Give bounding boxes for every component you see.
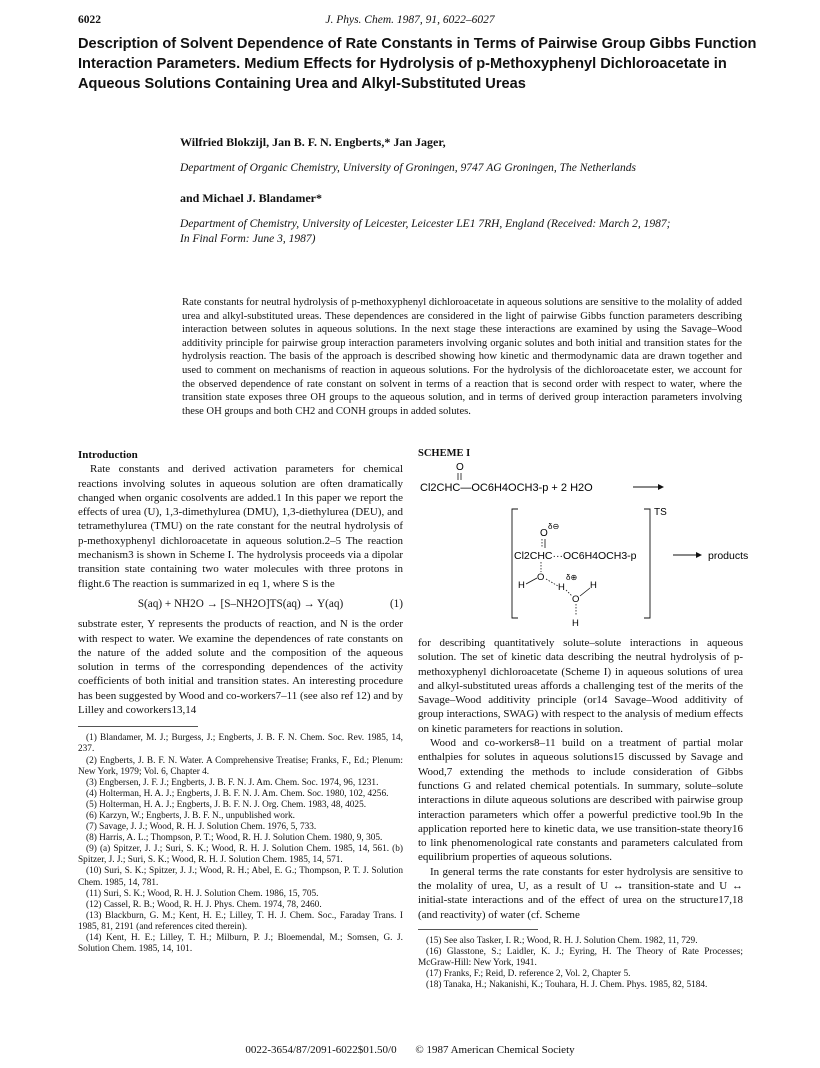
footer-copyright: © 1987 American Chemical Society <box>415 1044 575 1056</box>
reference-item: (15) See also Tasker, I. R.; Wood, R. H. J. Solution Chem. 1982, 11, 729. <box>426 935 698 946</box>
reference-item: (11) Suri, S. K.; Wood, R. H. J. Solution Chem. 1986, 15, 705. <box>86 888 319 899</box>
section-heading-introduction: Introduction <box>78 449 138 461</box>
abstract: Rate constants for neutral hydrolysis of p-methoxyphenyl dichloroacetate in aqueous solutions are sensitive to the molality of added urea and alkyl-substituted ureas. These dependences are considered in the light of pairwise Gibbs function parameters describing interaction between solutes in aqueous solutions. In the next stage these interactions are examined by using the Savage–Wood additivity principle for pairwise group interaction parameters involving organic solutes and both initial and transition states for the hydrolysis reaction. The basis of the approach is described showing how kinetic and thermodynamic data are drawn together and used to comment on mechanisms of reaction in aqueous solutions. For the hydrolysis of the dichloroacetate ester, we account for the observed dependence of rate constant on solvent in terms of a reaction that is second order with respect to water, where the transition state exposes three OH groups to the aqueous solution, and in terms of derived group interaction parameters involving these OH groups and both CH2 and CONH groups in added solutes. <box>182 297 742 417</box>
scheme-h-middle: H <box>558 582 565 593</box>
equation-1 <box>78 597 403 611</box>
authors-line-2: and Michael J. Blandamer* <box>180 191 323 205</box>
scheme-ts-o: O <box>540 528 548 539</box>
reference-item: (13) Blackburn, G. M.; Kent, H. E.; Lilley, T. H. J. Chem. Soc., Faraday Trans. I 1985, 81, 2191 (and references cited therein). <box>78 910 403 932</box>
scheme-ts-line: Cl2CHC···OC6H4OCH3-p <box>514 550 637 562</box>
reference-item: (3) Engbersen, J. F. J.; Engberts, J. B. F. N. J. Am. Chem. Soc. 1974, 96, 1231. <box>86 777 379 788</box>
reference-item: (8) Harris, A. L.; Thompson, P. T.; Wood, R. H. J. Solution Chem. 1980, 9, 305. <box>86 833 383 844</box>
scheme-diagram <box>418 458 748 633</box>
left-column <box>78 448 403 955</box>
reference-item: (2) Engberts, J. B. F. N. Water. A Comprehensive Treatise; Franks, F., Ed.; Plenum: New York, 1979; Vol. 6, Chapter 4. <box>78 755 403 777</box>
footnote-rule-left <box>78 726 198 727</box>
scheme-delta-minus: δ⊖ <box>548 522 560 531</box>
references-right <box>418 936 743 991</box>
reference-item: (14) Kent, H. E.; Lilley, T. H.; Milburn, P. J.; Bloemendal, M.; Somsen, G. J. Solution Chem. 1985, 14, 101. <box>78 933 403 955</box>
authors-line-1: Wilfried Blokzijl, Jan B. F. N. Engberts,* Jan Jager, <box>180 135 446 149</box>
reference-item: (10) Suri, S. K.; Spitzer, J. J.; Wood, R. H.; Abel, E. G.; Thompson, P. T. J. Solution Chem. 1985, 14, 781. <box>78 866 403 888</box>
scheme-h-bottom: H <box>572 618 579 629</box>
affiliation-1: Department of Organic Chemistry, University of Groningen, 9747 AG Groningen, The Netherlands <box>180 162 636 174</box>
scheme-carbonyl-o: O <box>456 462 464 473</box>
page-footer <box>0 1044 820 1056</box>
right-paragraph-3: In general terms the rate constants for ester hydrolysis are sensitive to the molality of urea, U, as a result of U ↔ transition-state and U ↔ initial-state interactions and of the effect of urea on the structure17,18 (and reactivity) of water (cf. Scheme <box>418 865 743 921</box>
reference-item: (6) Karzyn, W.; Engberts, J. B. F. N., unpublished work. <box>86 811 295 821</box>
affiliation-2-line-2: In Final Form: June 3, 1987) <box>180 233 316 245</box>
right-paragraph-2: Wood and co-workers8–11 build on a treatment of partial molar enthalpies for solutes in aqueous solutions15 discussed by Savage and Wood,7 extending the methods to include consideration of Gibbs functions G and related chemical potentials. In summary, solute–solute interactions in dilute aqueous solutions are described with pairwise group interaction parameters which offer a powerful predictive tool.9b In the application reported here to kinetic data, we use transition-state theory16 to link phenomenological rate constants and parameters calculated from equilibrium properties of aqueous solutions. <box>418 737 743 864</box>
scheme-h-right: H <box>590 580 597 591</box>
paper-title: Description of Solvent Dependence of Rate Constants in Terms of Pairwise Group Gibbs Function Interaction Parameters. Medium Effects for Hydrolysis of p-Methoxyphenyl Dichloroacetate in Aqueous Solutions Containing Urea and Alkyl-Substituted Ureas <box>78 36 757 92</box>
intro-paragraph-1: Rate constants and derived activation parameters for chemical reactions involving solutes in aqueous solution are often dramatically changed when organic cosolvents are added.1 In this paper we report the effects of urea (U), 1,3-dimethylurea (DMU), 1,3-diethylurea (DEU), and tetramethylurea (TMU) on the rate constant for the neutral hydrolysis of p-methoxyphenyl dichloroacetate in aqueous solution.2–5 The reaction mechanism3 is shown in Scheme I. The hydrolysis proceeds via a dipolar transition state containing two water molecules with three protons in flight.6 The reaction is summarized in eq 1, where S is the <box>78 463 403 590</box>
reference-item: (7) Savage, J. J.; Wood, R. H. J. Solution Chem. 1976, 5, 733. <box>86 822 317 833</box>
scheme-ts-label: TS <box>654 507 667 518</box>
reference-item: (16) Glasstone, S.; Laidler, K. J.; Eyring, H. The Theory of Rate Processes; McGraw-Hill: New York, 1941. <box>418 947 743 969</box>
intro-paragraph-2: substrate ester, Y represents the products of reaction, and N is the order with respect to water. We examine the dependences of rate constants on the nature of the added solute and the composition of the aqueous solution in terms of the corresponding dependences of the activity coefficients of both initial and transition states. An interesting procedure has been suggested by Wood and co-workers7–11 (see also ref 12) and by Lilley and coworkers13,14 <box>78 618 403 717</box>
reference-item: (1) Blandamer, M. J.; Burgess, J.; Engberts, J. B. F. N. Chem. Soc. Rev. 1985, 14, 237. <box>78 733 403 755</box>
footer-code: 0022-3654/87/2091-6022$01.50/0 <box>245 1044 397 1056</box>
footnote-rule-right <box>418 929 538 930</box>
reference-item: (17) Franks, F.; Reid, D. reference 2, Vol. 2, Chapter 5. <box>426 969 631 980</box>
scheme-h-left: H <box>518 580 525 591</box>
equation-number: (1) <box>389 597 403 610</box>
reference-item: (9) (a) Spitzer, J. J.; Suri, S. K.; Wood, R. H. J. Solution Chem. 1985, 14, 561. (b) Spitzer, J. J.; Suri, S. K.; Wood, R. H. J. Solution Chem. 1985, 14, 571. <box>78 844 403 866</box>
scheme-water-o-1: O <box>537 572 545 583</box>
right-paragraph-1: for describing quantitatively solute–solute interactions in aqueous solution. The set of kinetic data describing the neutral hydrolysis of p-methoxyphenyl dichloroacetate (Scheme I) in aqueous solutions of urea and alkyl-substituted ureas affords a challenging test of the merits of the Savage–Wood additivity principle (or14 Savage–Wood additivity of group interactions, SWAG) with respect to the analysis of medium effects on kinetic parameters for reactions in solution. <box>418 637 743 735</box>
journal-header: J. Phys. Chem. 1987, 91, 6022–6027 <box>325 14 495 26</box>
affiliation-2-line-1: Department of Chemistry, University of Leicester, Leicester LE1 7RH, England (Received: March 2, 1987; <box>180 218 671 230</box>
scheme-products-label: products <box>708 550 748 562</box>
scheme-water-o-2: O <box>572 594 580 605</box>
right-column <box>418 636 743 991</box>
reference-item: (5) Holterman, H. A. J.; Engberts, J. B. F. N. J. Org. Chem. 1983, 48, 4025. <box>86 799 367 810</box>
reference-item: (18) Tanaka, H.; Nakanishi, K.; Touhara, H. J. Chem. Phys. 1985, 82, 5184. <box>426 980 708 991</box>
reference-item: (12) Cassel, R. B.; Wood, R. H. J. Phys. Chem. 1974, 78, 2460. <box>86 899 322 910</box>
page-number: 6022 <box>78 14 101 26</box>
scheme-title: SCHEME I <box>418 448 471 459</box>
scheme-delta-plus: δ⊕ <box>566 573 578 582</box>
reference-item: (4) Holterman, H. A. J.; Engberts, J. B. F. N. J. Am. Chem. Soc. 1980, 102, 4256. <box>86 788 389 799</box>
references-left <box>78 733 403 955</box>
scheme-reactant-line: Cl2CHC—OC6H4OCH3-p + 2 H2O <box>420 482 593 494</box>
equation-text: S(aq) + NH2O → [S–NH2O]TS(aq) → Y(aq) <box>137 597 344 610</box>
